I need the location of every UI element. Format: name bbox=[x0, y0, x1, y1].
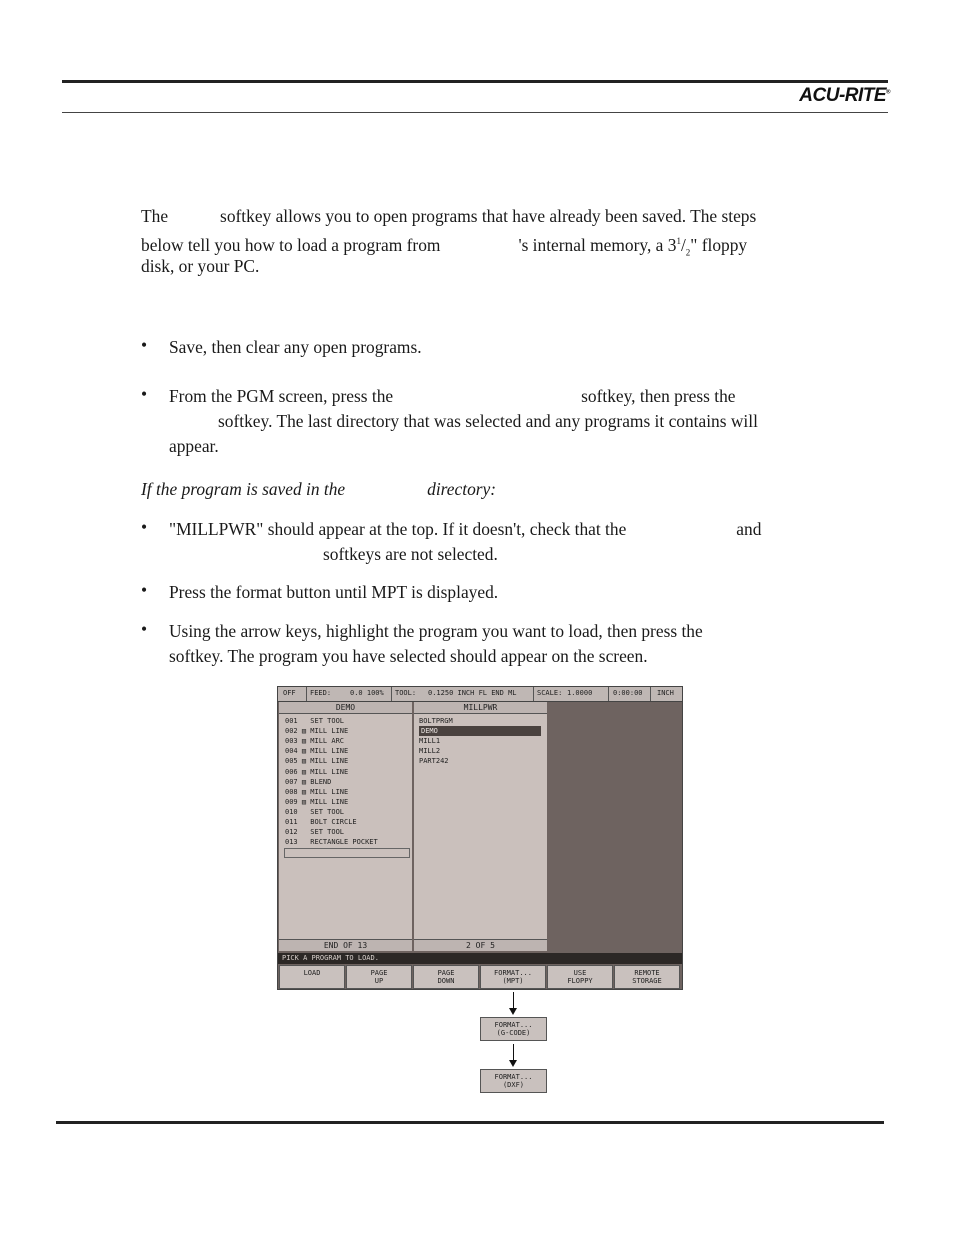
program-step[interactable]: 006 ▥ MILL LINE bbox=[285, 767, 349, 776]
file-item-label: DEMO bbox=[421, 727, 438, 736]
prompt-bar: PICK A PROGRAM TO LOAD. bbox=[278, 953, 682, 964]
footer-rule bbox=[56, 1121, 884, 1124]
softkey-page-up[interactable]: PAGE UP bbox=[346, 965, 412, 989]
directory-footer: 2 OF 5 bbox=[414, 939, 547, 951]
feed-value: 0.0 100% bbox=[350, 689, 384, 697]
bullet-glyph: • bbox=[141, 619, 148, 639]
file-item[interactable] bbox=[419, 726, 541, 736]
arrow-down-icon bbox=[509, 1008, 517, 1015]
program-step[interactable]: 001 SET TOOL bbox=[285, 717, 345, 725]
bullet-glyph: • bbox=[141, 335, 148, 355]
file-item[interactable] bbox=[419, 746, 440, 756]
step-pgm-line-2: softkey. The last directory that was selected and any programs it contains will bbox=[218, 411, 758, 431]
intro-line-2: below tell you how to load a program from 's internal memory, a $3^1/_2$" floppy bbox=[141, 234, 748, 258]
tool-label: TOOL: bbox=[395, 689, 417, 697]
brand-logo: ACU-RITE® bbox=[799, 85, 890, 106]
step-millpwr-line-1: "MILLPWR" should appear at the top. If it doesn't, check that the and bbox=[169, 519, 762, 539]
program-step[interactable]: 010 SET TOOL bbox=[285, 807, 345, 816]
file-item[interactable] bbox=[419, 716, 453, 726]
intro-line-1: The softkey allows you to open programs that have already been saved. The steps bbox=[141, 206, 757, 226]
softkey-format-gcode[interactable]: FORMAT... (G-CODE) bbox=[480, 1017, 547, 1041]
program-title: DEMO bbox=[279, 702, 412, 714]
file-item[interactable] bbox=[419, 736, 440, 746]
program-step[interactable]: 002 ▥ MILL LINE bbox=[285, 727, 349, 736]
softkey-load[interactable]: LOAD bbox=[279, 965, 345, 989]
step-highlight-line-2: softkey. The program you have selected should appear on the screen. bbox=[169, 646, 648, 666]
softkey-use-floppy[interactable]: USE FLOPPY bbox=[547, 965, 613, 989]
feed-label: FEED: bbox=[310, 689, 332, 697]
millpwr-screen bbox=[277, 686, 683, 990]
directory-title: MILLPWR bbox=[414, 702, 547, 714]
program-step[interactable]: 011 BOLT CIRCLE bbox=[285, 818, 357, 826]
step-pgm-line-1: From the PGM screen, press the softkey, then press the bbox=[169, 386, 736, 406]
program-step-empty bbox=[284, 848, 410, 858]
bullet-glyph: • bbox=[141, 384, 148, 404]
step-millpwr-line-2: softkeys are not selected. bbox=[323, 544, 498, 564]
file-item-label: MILL2 bbox=[419, 747, 441, 756]
scale-value: 1.0000 bbox=[567, 689, 593, 697]
arrow-line bbox=[513, 1044, 514, 1061]
step-save-clear: Save, then clear any open programs. bbox=[169, 337, 422, 357]
program-step[interactable]: 008 ▥ MILL LINE bbox=[285, 787, 349, 796]
bullet-glyph: • bbox=[141, 580, 148, 600]
program-step[interactable]: 013 RECTANGLE POCKET bbox=[285, 838, 378, 847]
softkey-format-mpt[interactable]: FORMAT... (MPT) bbox=[480, 965, 546, 989]
softkey-page-down[interactable]: PAGE DOWN bbox=[413, 965, 479, 989]
step-highlight-line-1: Using the arrow keys, highlight the program you want to load, then press the bbox=[169, 621, 703, 641]
scale-label: SCALE: bbox=[537, 689, 563, 697]
file-item-label: PART242 bbox=[419, 757, 449, 766]
file-item-label: MILL1 bbox=[419, 737, 441, 746]
program-step[interactable]: 004 ▥ MILL LINE bbox=[285, 747, 349, 756]
program-step[interactable]: 009 ▥ MILL LINE bbox=[285, 797, 349, 806]
header-rule-thick bbox=[62, 80, 888, 83]
file-item-label: BOLTPRGM bbox=[419, 717, 453, 725]
header-rule-thin bbox=[62, 112, 888, 113]
program-step[interactable]: 005 ▥ MILL LINE bbox=[285, 757, 349, 766]
arrow-down-icon bbox=[509, 1060, 517, 1067]
time-display: 0:00:00 bbox=[613, 689, 643, 697]
softkey-remote-storage[interactable]: REMOTE STORAGE bbox=[614, 965, 680, 989]
units-display: INCH bbox=[657, 689, 674, 697]
program-step[interactable]: 012 SET TOOL bbox=[285, 828, 345, 837]
program-step[interactable]: 003 ▥ MILL ARC bbox=[285, 737, 345, 746]
tool-value: 0.1250 INCH FL END ML bbox=[428, 689, 517, 697]
step-pgm-line-3: appear. bbox=[169, 436, 219, 456]
intro-line-3: disk, or your PC. bbox=[141, 256, 260, 276]
step-format: Press the format button until MPT is displayed. bbox=[169, 582, 499, 602]
softkey-format-dxf[interactable]: FORMAT... (DXF) bbox=[480, 1069, 547, 1093]
mode-indicator: OFF bbox=[283, 689, 296, 697]
file-item[interactable] bbox=[419, 756, 449, 766]
program-pane bbox=[279, 702, 412, 951]
arrow-line bbox=[513, 992, 514, 1009]
program-footer: END OF 13 bbox=[279, 939, 412, 951]
status-bar bbox=[278, 687, 682, 702]
bullet-glyph: • bbox=[141, 517, 148, 537]
directory-pane bbox=[414, 702, 547, 951]
program-step[interactable]: 007 ▥ BLEND bbox=[285, 777, 332, 786]
directory-condition: If the program is saved in the directory: bbox=[141, 479, 497, 499]
